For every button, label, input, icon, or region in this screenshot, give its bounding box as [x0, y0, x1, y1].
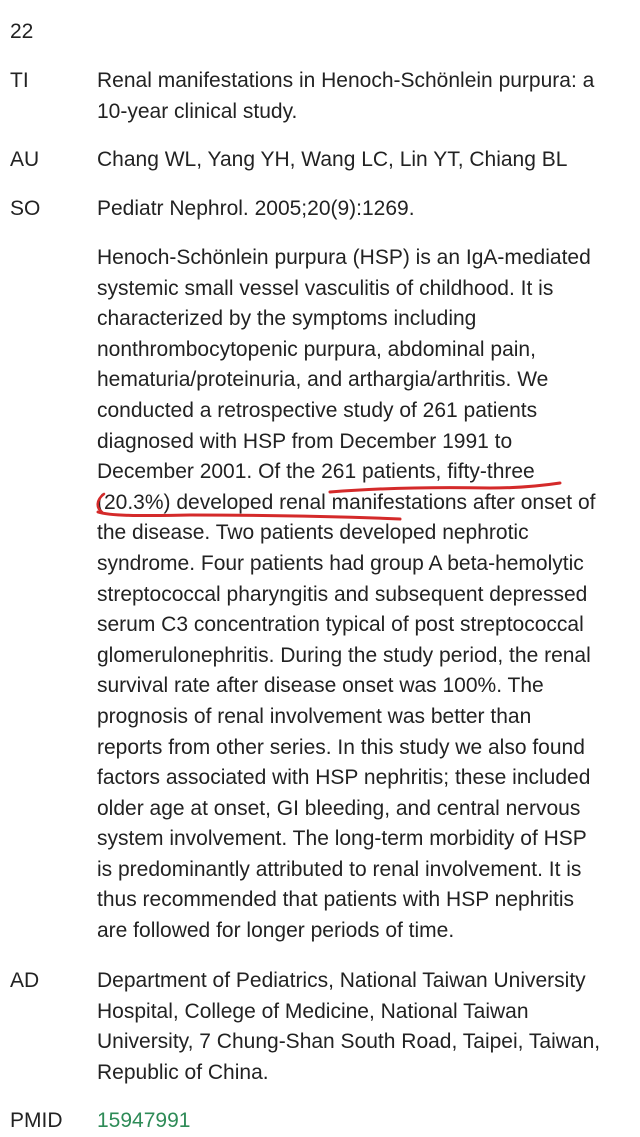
title-label: TI — [10, 69, 29, 92]
source-label: SO — [10, 197, 41, 220]
abstract-line: older age at onset, GI bleeding, and central nervous — [97, 796, 581, 820]
abstract-line: Henoch-Schönlein purpura (HSP) is an IgA-mediated — [97, 246, 591, 269]
abstract-line: prognosis of renal involvement was better than — [97, 704, 532, 728]
abstract-line: nonthrombocytopenic purpura, abdominal pain, — [97, 337, 536, 361]
address-label: AD — [10, 969, 40, 992]
abstract-line: (20.3%) developed renal manifestations after onset of — [97, 490, 596, 514]
abstract-line: systemic small vessel vasculitis of childhood. It is — [97, 276, 554, 300]
abstract-text — [97, 243, 632, 947]
source-value — [97, 194, 632, 225]
pmid-value — [97, 1106, 632, 1137]
abstract-line: conducted a retrospective study of 261 patients — [97, 398, 538, 422]
pmid-label: PMID — [10, 1109, 63, 1132]
address-line: Department of Pediatrics, National Taiwan University — [97, 969, 586, 992]
abstract-line: factors associated with HSP nephritis; these included — [97, 766, 591, 790]
abstract-line: syndrome. Four patients had group A beta-hemolytic — [97, 551, 584, 575]
abstract-line: are followed for longer periods of time. — [97, 919, 455, 943]
source-line: Pediatr Nephrol. 2005;20(9):1269. — [97, 197, 415, 220]
abstract-line: system involvement. The long-term morbidity of HSP — [97, 827, 587, 851]
abstract-line: characterized by the symptoms including — [97, 307, 477, 331]
abstract-line: thus recommended that patients with HSP nephritis — [97, 888, 575, 912]
pmid-link[interactable]: 15947991 — [97, 1109, 191, 1132]
abstract-line: diagnosed with HSP from December 1991 to — [97, 429, 513, 453]
abstract-line: glomerulonephritis. During the study period, the renal — [97, 643, 591, 667]
address-value — [97, 966, 632, 1088]
authors-label: AU — [10, 148, 40, 171]
title-value — [97, 66, 632, 127]
authors-value — [97, 145, 632, 176]
abstract-line: the disease. Two patients developed nephrotic — [97, 521, 529, 545]
authors-line: Chang WL, Yang YH, Wang LC, Lin YT, Chiang BL — [97, 148, 568, 171]
abstract-line: reports from other series. In this study we also found — [97, 735, 585, 759]
address-line: University, 7 Chung-Shan South Road, Taipei, Taiwan, — [97, 1030, 601, 1054]
abstract-line: December 2001. Of the 261 patients, fifty-three — [97, 460, 535, 484]
abstract-line: hematuria/proteinuria, and arthargia/arthritis. We — [97, 368, 549, 392]
address-line: Republic of China. — [97, 1060, 269, 1084]
title-line: Renal manifestations in Henoch-Schönlein purpura: a — [97, 69, 595, 92]
abstract-line: streptococcal pharyngitis and subsequent depressed — [97, 582, 588, 606]
title-line: 10-year clinical study. — [97, 99, 298, 123]
abstract-line: survival rate after disease onset was 100%. The — [97, 674, 544, 698]
abstract-line: serum C3 concentration typical of post streptococcal — [97, 613, 584, 637]
abstract-line: is predominantly attributed to renal involvement. It is — [97, 857, 582, 881]
record-number: 22 — [10, 20, 34, 43]
address-line: Hospital, College of Medicine, National Taiwan — [97, 999, 529, 1023]
